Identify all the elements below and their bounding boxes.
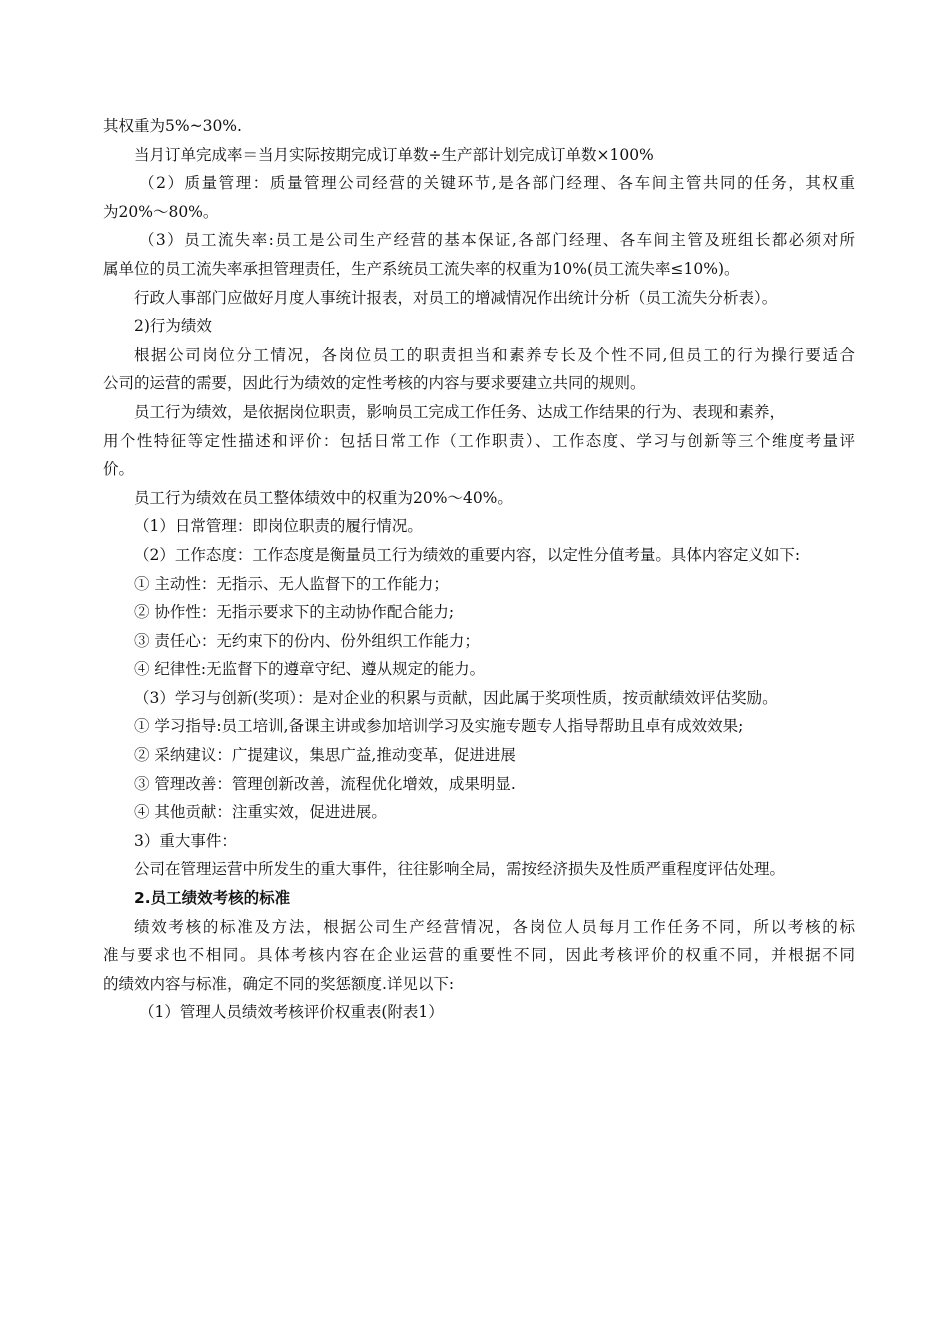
chapter-heading: 2.员工绩效考核的标准	[134, 889, 291, 908]
list-item: ② 采纳建议：广提建议，集思广益,推动变革，促进进展	[134, 746, 516, 765]
list-item: ③ 责任心：无约束下的份内、份外组织工作能力；	[134, 631, 480, 650]
paragraph-line: 用个性特征等定性描述和评价：包括日常工作（工作职责）、工作态度、学习与创新等三个维度考量评	[103, 431, 855, 450]
paragraph-line: 价。	[103, 460, 135, 479]
paragraph-line: （2）质量管理：质量管理公司经营的关键环节,是各部门经理、各车间主管共同的任务，其权重	[139, 174, 855, 193]
list-item: （1）管理人员绩效考核评价权重表(附表1）	[139, 1003, 444, 1022]
list-item: ① 主动性：无指示、无人监督下的工作能力；	[134, 574, 449, 593]
list-item: （1）日常管理：即岗位职责的履行情况。	[134, 517, 423, 536]
paragraph-line: 绩效考核的标准及方法，根据公司生产经营情况，各岗位人员每月工作任务不同，所以考核的标	[134, 917, 855, 936]
list-item: ① 学习指导:员工培训,备课主讲或参加培训学习及实施专题专人指导帮助且卓有成效效果;	[134, 717, 744, 736]
list-item: ② 协作性：无指示要求下的主动协作配合能力;	[134, 603, 455, 622]
paragraph-line: 行政人事部门应做好月度人事统计报表，对员工的增减情况作出统计分析（员工流失分析表）。	[134, 288, 778, 307]
section-heading: 2)行为绩效	[134, 317, 212, 336]
list-item: （2）工作态度：工作态度是衡量员工行为绩效的重要内容，以定性分值考量。具体内容定义如下:	[134, 545, 801, 564]
text-line: 其权重为5%~30%.	[103, 117, 242, 135]
paragraph-line: 员工行为绩效，是依据岗位职责，影响员工完成工作任务、达成工作结果的行为、表现和素养，	[134, 402, 786, 421]
list-item: ④ 纪律性:无监督下的遵章守纪、遵从规定的能力。	[134, 660, 486, 679]
paragraph-line: 公司的运营的需要，因此行为绩效的定性考核的内容与要求要建立共同的规则。	[103, 374, 646, 393]
paragraph-line: 准与要求也不相同。具体考核内容在企业运营的重要性不同，因此考核评价的权重不同，并根据不同	[103, 946, 855, 965]
list-item: ④ 其他贡献：注重实效，促进进展。	[134, 803, 387, 822]
paragraph-line: 为20%～80%。	[103, 202, 219, 221]
paragraph-line: （3）员工流失率:员工是公司生产经营的基本保证,各部门经理、各车间主管及班组长都必须对所	[139, 231, 855, 250]
paragraph-line: 公司在管理运营中所发生的重大事件，往往影响全局，需按经济损失及性质严重程度评估处理。	[134, 860, 786, 879]
list-item: ③ 管理改善：管理创新改善，流程优化增效，成果明显.	[134, 774, 516, 793]
section-heading: 3）重大事件：	[134, 831, 237, 850]
paragraph-line: 的绩效内容与标准，确定不同的奖惩额度.详见以下:	[103, 974, 455, 993]
paragraph-line: 员工行为绩效在员工整体绩效中的权重为20%～40%。	[134, 488, 513, 507]
list-item: （3）学习与创新(奖项）：是对企业的积累与贡献，因此属于奖项性质，按贡献绩效评估奖励。	[134, 688, 778, 707]
document-body	[103, 112, 855, 1027]
formula-line: 当月订单完成率＝当月实际按期完成订单数÷生产部计划完成订单数×100%	[134, 145, 654, 164]
paragraph-line: 根据公司岗位分工情况，各岗位员工的职责担当和素养专长及个性不同,但员工的行为操行要适合	[134, 345, 855, 364]
paragraph-line: 属单位的员工流失率承担管理责任，生产系统员工流失率的权重为10%(员工流失率≤10%)。	[103, 259, 740, 278]
